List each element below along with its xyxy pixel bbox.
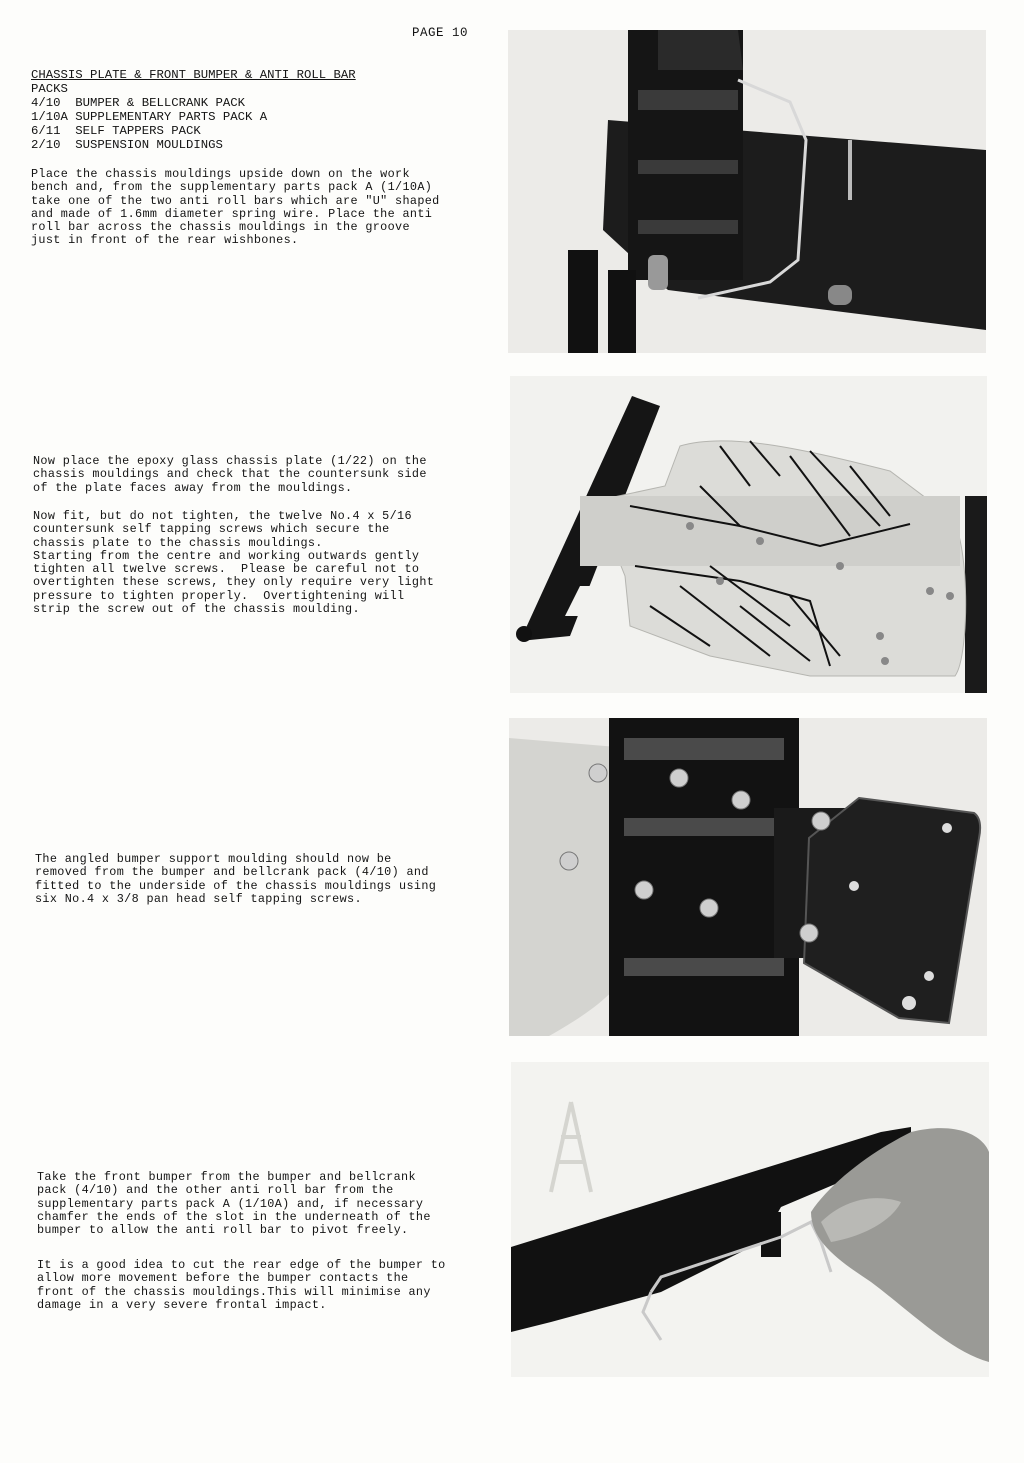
chassis-mouldings-illustration: [508, 30, 986, 353]
front-bumper-illustration: [511, 1062, 989, 1377]
bumper-support-illustration: [509, 718, 987, 1036]
chassis-plate-illustration: [510, 376, 987, 693]
bumper-support-instructions: The angled bumper support moulding should now be removed from the bumper and bellcrank pack (4/10) and fitted to the underside of the chassis mouldings using six No.4 x 3/8 pan head self tapping screws.: [35, 852, 437, 906]
anti-roll-bar-instructions: Place the chassis mouldings upside down on the work bench and, from the supplementary parts pack A (1/10A) take one of the two anti roll bars which are "U" shaped and made of 1.6mm diameter spring wire. Place the anti roll bar across the chassis mouldings in the groove just in front of the rear wishbones.: [31, 167, 440, 248]
pack-item: 2/10 SUSPENSION MOULDINGS: [31, 138, 223, 152]
chassis-plate-photo: [510, 376, 987, 693]
pack-item: 1/10A SUPPLEMENTARY PARTS PACK A: [31, 110, 268, 124]
section-heading: [31, 68, 356, 152]
front-bumper-photo: [511, 1062, 989, 1377]
pack-item: 6/11 SELF TAPPERS PACK: [31, 124, 201, 138]
chassis-plate-instructions: Now place the epoxy glass chassis plate (1/22) on the chassis mouldings and check that the countersunk side of the plate faces away from the mouldings.: [33, 454, 427, 495]
rear-edge-tip: It is a good idea to cut the rear edge of the bumper to allow more movement before the bumper contacts the front of the chassis mouldings.This will minimise any damage in a very severe frontal impact.: [37, 1258, 446, 1312]
anti-roll-bar-photo: [508, 30, 986, 353]
packs-label: PACKS: [31, 82, 68, 96]
pack-item: 4/10 BUMPER & BELLCRANK PACK: [31, 96, 246, 110]
packs-list: [31, 96, 356, 152]
section-title: CHASSIS PLATE & FRONT BUMPER & ANTI ROLL BAR: [31, 68, 356, 82]
front-bumper-instructions: Take the front bumper from the bumper and bellcrank pack (4/10) and the other anti roll bar from the supplementary parts pack A (1/10A) and, if necessary chamfer the ends of the slot in the underneath of the bumper to allow the anti roll bar to pivot freely.: [37, 1170, 431, 1238]
page-number: PAGE 10: [412, 26, 469, 40]
screw-instructions: Now fit, but do not tighten, the twelve No.4 x 5/16 countersunk self tapping screws which secure the chassis plate to the chassis mouldings. Starting from the centre and working outwards gently tighten all twelve screws. Please be careful not to overtighten these screws, they only require very light pressure to tighten properly. Overtightening will strip the screw out of the chassis moulding.: [33, 509, 435, 617]
bumper-support-photo: [509, 718, 987, 1036]
